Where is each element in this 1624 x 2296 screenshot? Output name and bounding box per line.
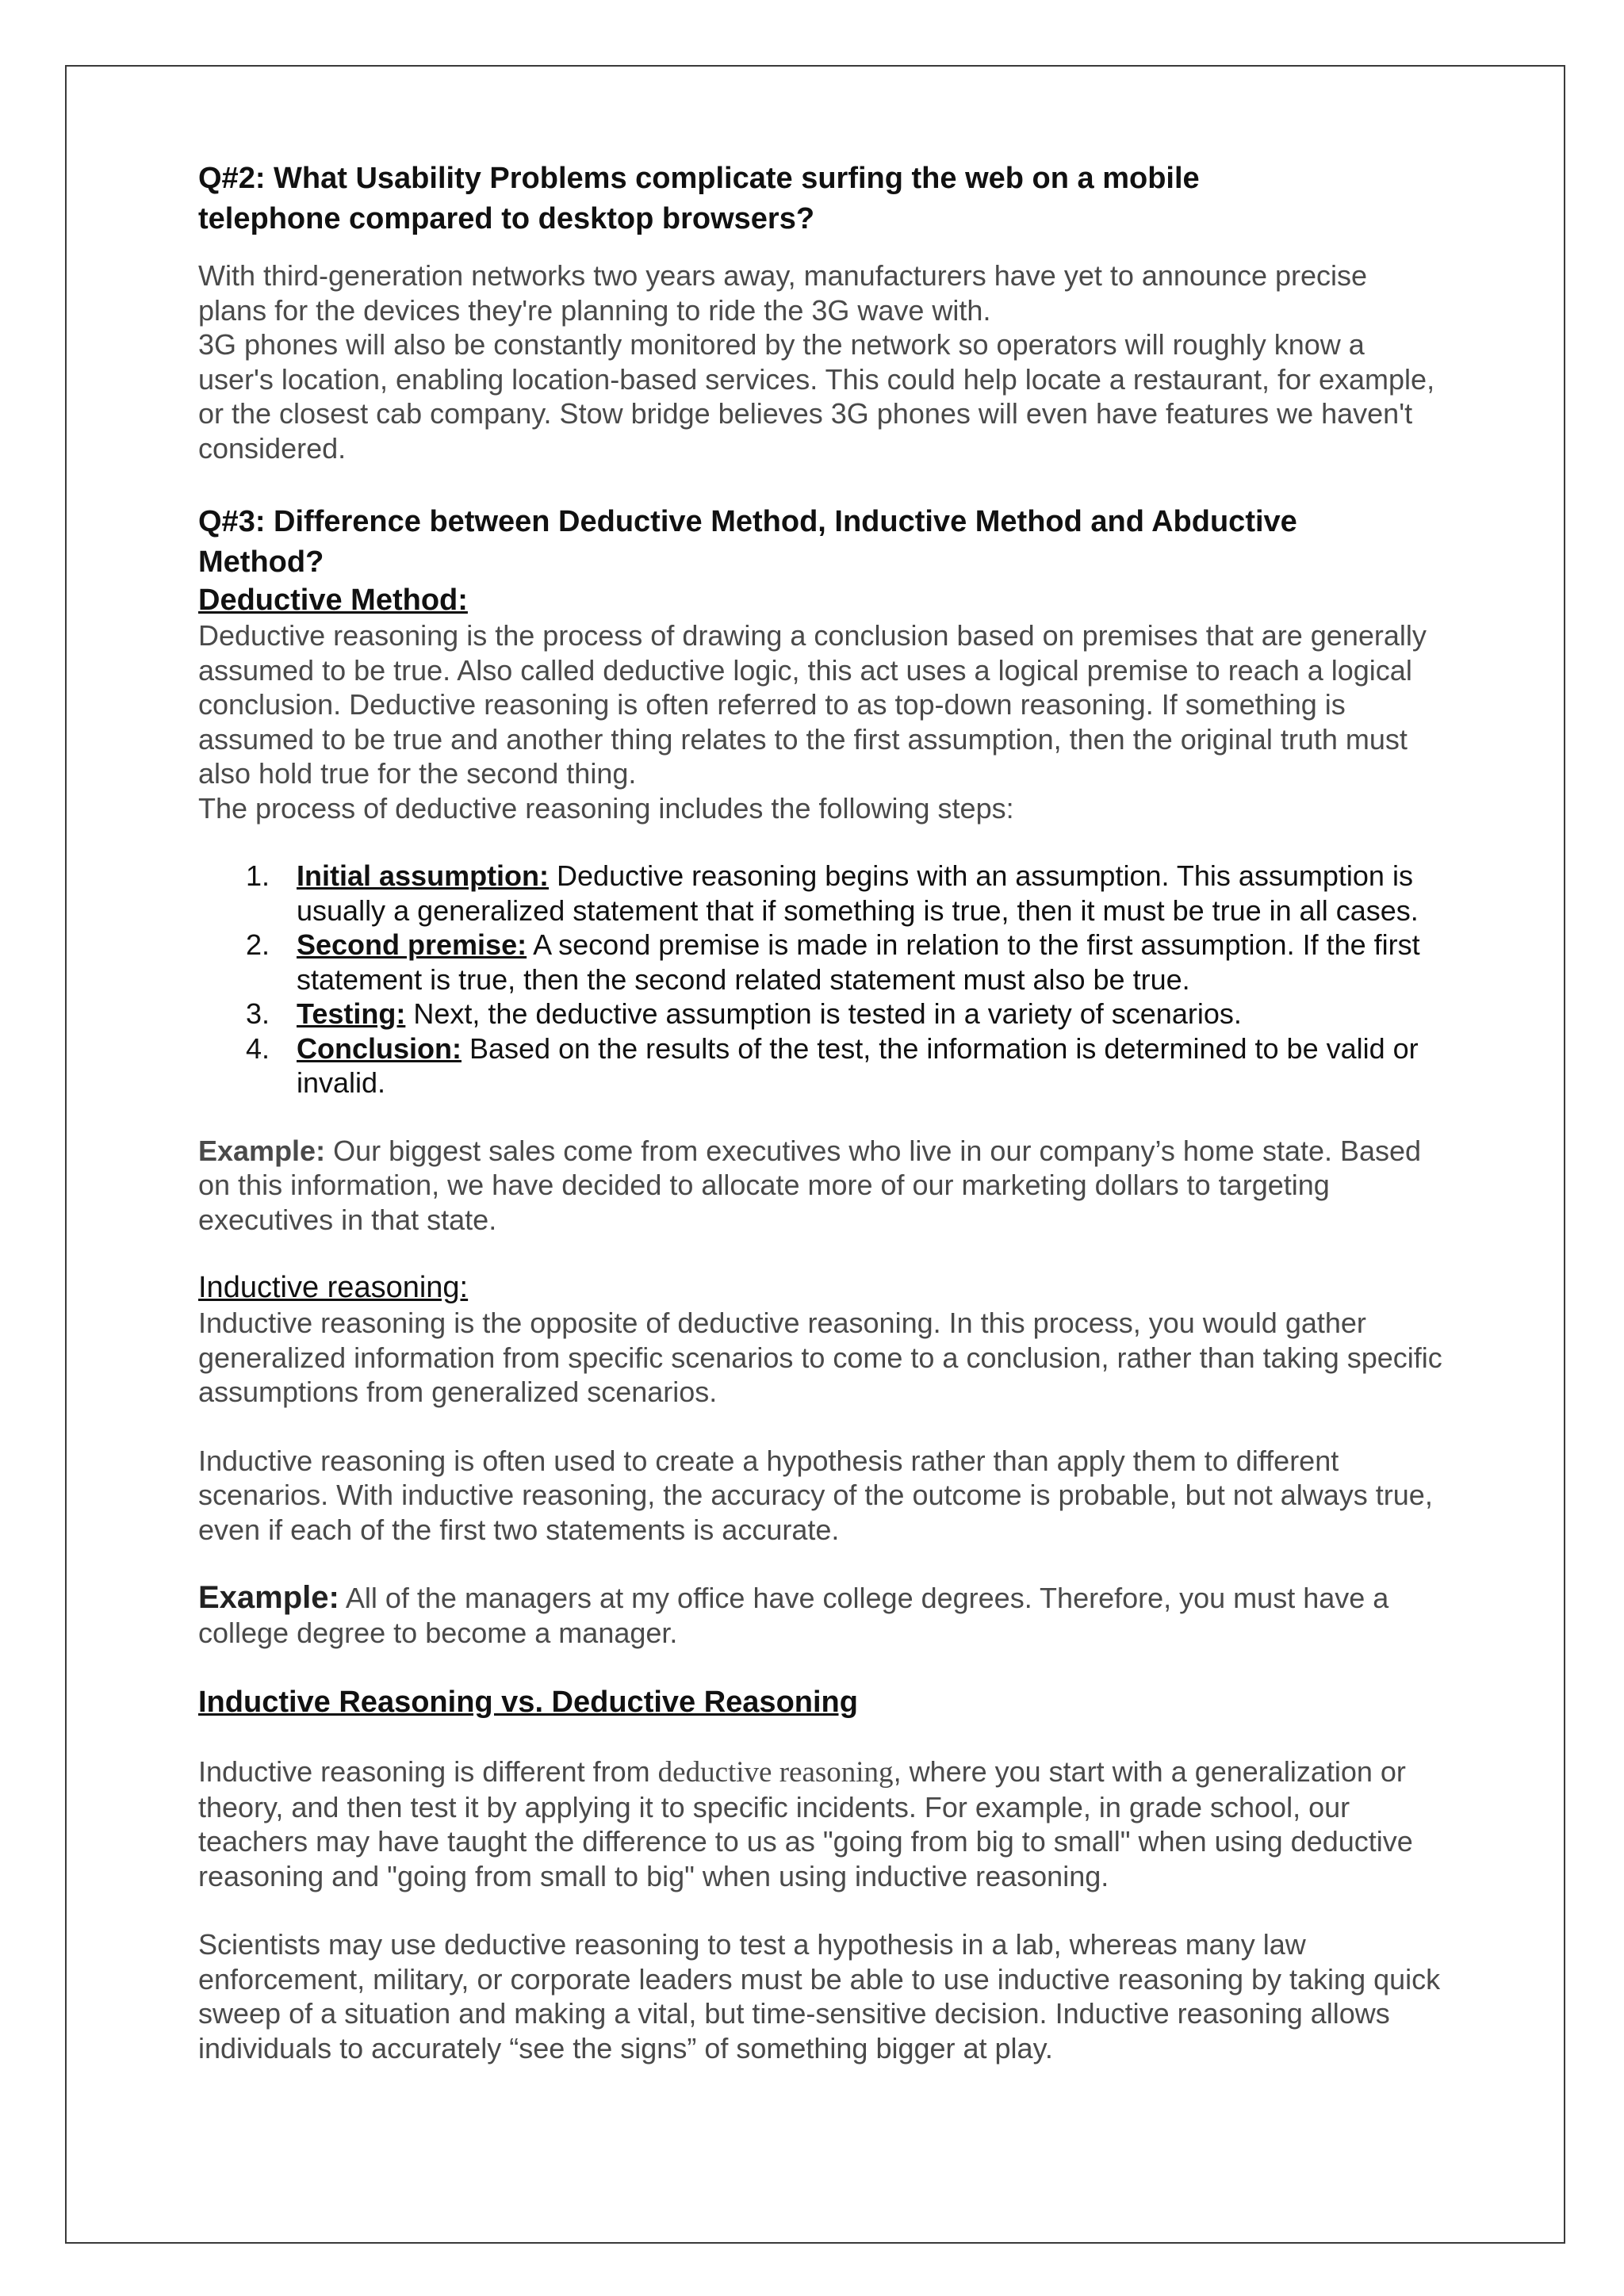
step-number: 1. (246, 859, 270, 892)
step-number: 2. (246, 928, 270, 961)
document-body (198, 159, 1443, 2065)
q3-heading-line1: Q#3: Difference between Deductive Method, Inductive Method and Abductive (198, 505, 1297, 538)
step-term: Testing: (297, 997, 406, 1030)
step-number: 3. (246, 997, 270, 1030)
step-text: Based on the results of the test, the information is determined to be valid or invalid. (297, 1031, 1419, 1099)
step-text: A second premise is made in relation to the first assumption. If the first statement is true, then the second related statement must also be true. (297, 928, 1420, 996)
inductive-example (198, 1581, 1443, 1650)
q2-paragraph-1: With third-generation networks two years away, manufacturers have yet to announce precise plans for the devices they're planning to ride the 3G wave with. (198, 259, 1368, 327)
vs-paragraph-2: Scientists may use deductive reasoning to test a hypothesis in a lab, whereas many law enforcement, military, or corporate leaders must be able to use inductive reasoning by taking quick sweep of a situation and making a vital, but time-sensitive decision. Inductive reasoning allows individuals to accurately “see the signs” of something bigger at play. (198, 1928, 1441, 2064)
inductive-reasoning-heading: Inductive reasoning: (198, 1271, 469, 1304)
example-text: All of the managers at my office have college degrees. Therefore, you must have a college degree to become a manager. (198, 1582, 1389, 1649)
q2-paragraph-2: 3G phones will also be constantly monitored by the network so operators will roughly know a user's location, enabling location-based services. This could help locate a restaurant, for example, or the closest cab company. Stow bridge believes 3G phones will even have features we haven't considered. (198, 328, 1435, 465)
inductive-paragraph-2: Inductive reasoning is often used to create a hypothesis rather than apply them to different scenarios. With inductive reasoning, the accuracy of the outcome is probable, but not always true, even if each of the first two statements is accurate. (198, 1444, 1433, 1546)
step-term: Initial assumption: (297, 859, 550, 892)
example-label: Example: (198, 1580, 339, 1615)
q3-heading-line2: Method? (198, 545, 324, 579)
q2-heading-line1: Q#2: What Usability Problems complicate surfing the web on a mobile (198, 162, 1200, 195)
example-label: Example: (198, 1134, 326, 1167)
deductive-steps-intro: The process of deductive reasoning includes the following steps: (198, 791, 1014, 825)
step-number: 4. (246, 1031, 270, 1065)
vs-paragraph-1 (198, 1755, 1443, 1893)
q3-heading (198, 502, 1443, 583)
vs-paragraph-1-start: Inductive reasoning is different from (198, 1755, 658, 1788)
deductive-paragraph: Deductive reasoning is the process of drawing a conclusion based on premises that are generally assumed to be true. Also called deductive logic, this act uses a logical premise to reach a logical conclusion. Deductive reasoning is often referred to as top-down reasoning. If something is assumed to be true and another thing relates to the first assumption, then the original truth must also hold true for the second thing. (198, 619, 1427, 790)
inductive-paragraph-1: Inductive reasoning is the opposite of deductive reasoning. In this process, you would gather generalized information from specific scenarios to come to a conclusion, rather than taking specific assumptions from generalized scenarios. (198, 1307, 1442, 1408)
step-term: Second premise: (297, 928, 527, 961)
step-text: Deductive reasoning begins with an assumption. This assumption is usually a generalized statement that if something is true, then it must be true in all cases. (297, 859, 1419, 927)
example-text: Our biggest sales come from executives who live in our company’s home state. Based on this information, we have decided to allocate more of our marketing dollars to targeting executives in that state. (198, 1134, 1422, 1236)
deductive-method-heading: Deductive Method: (198, 584, 468, 617)
list-item (198, 859, 1443, 928)
q2-heading (198, 159, 1443, 239)
list-item (198, 1031, 1443, 1100)
vs-heading: Inductive Reasoning vs. Deductive Reasoning (198, 1686, 858, 1719)
deductive-example (198, 1134, 1443, 1238)
vs-paragraph-1-end: , where you start with a generalization or theory, and then test it by applying it to specific incidents. For example, in grade school, our teachers may have taught the difference to us as "going from big to small" when using deductive reasoning and "going from small to big" when using inductive reasoning. (198, 1755, 1413, 1892)
list-item (198, 928, 1443, 997)
step-term: Conclusion: (297, 1031, 462, 1065)
deductive-reasoning-link-text: deductive reasoning (657, 1756, 894, 1789)
q2-heading-line2: telephone compared to desktop browsers? (198, 202, 815, 235)
deductive-steps-list (198, 859, 1443, 1100)
list-item (198, 997, 1443, 1031)
step-text: Next, the deductive assumption is tested in a variety of scenarios. (405, 997, 1242, 1030)
